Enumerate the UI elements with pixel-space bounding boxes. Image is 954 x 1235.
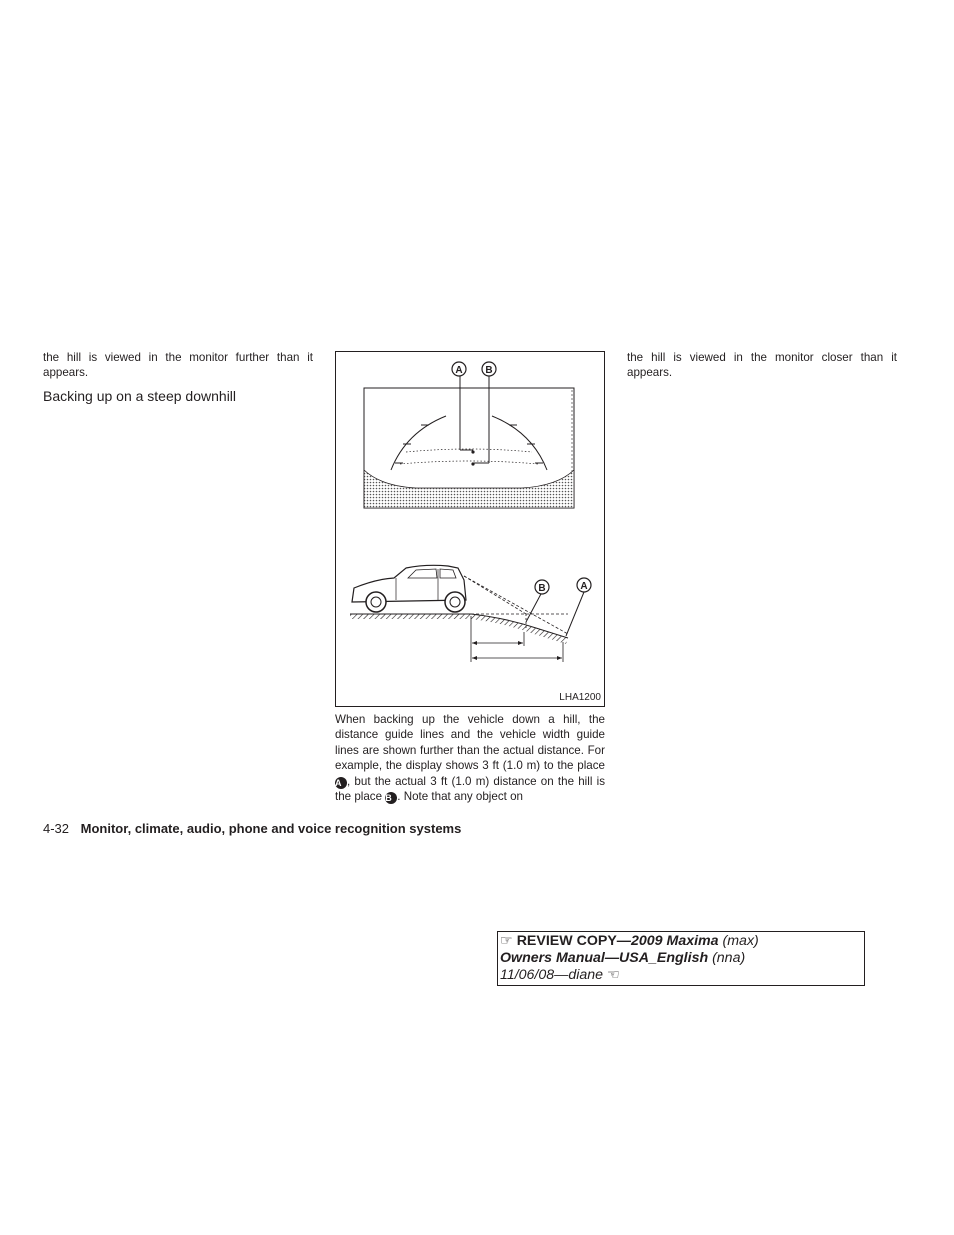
manual-name: Owners Manual—USA_English [500, 950, 709, 966]
side-label-a: A [580, 581, 588, 592]
marker-b: B [385, 792, 397, 804]
hand-left-icon: ☜ [607, 967, 620, 983]
downhill-illustration [336, 352, 604, 706]
middle-column-paragraph: When backing up the vehicle down a hill, the distance guide lines and the vehicle width guide lines are shown further than the actual distance. For example, the display shows 3 ft (1.0 m) to the place A , but the actual 3 ft (1.0 m) distance on the hill is the place B . Note that any object on [335, 713, 605, 804]
downhill-figure [335, 351, 605, 707]
figure-code: LHA1200 [559, 692, 601, 703]
section-title: Monitor, climate, audio, phone and voice recognition systems [80, 821, 462, 836]
marker-a: A [335, 777, 347, 789]
monitor-screen [364, 362, 574, 508]
review-line-1 [500, 933, 862, 950]
model-name: 2009 Maxima [631, 933, 719, 949]
left-column-paragraph: the hill is viewed in the monitor further than it appears. [43, 351, 313, 380]
page-footer [43, 820, 461, 837]
page-number: 4-32 [43, 821, 70, 836]
screen-label-a: A [455, 365, 463, 376]
section-heading: Backing up on a steep downhill [43, 388, 237, 404]
review-copy-box [497, 931, 865, 986]
screen-label-b: B [485, 365, 493, 376]
model-code: (max) [718, 933, 759, 949]
side-view [350, 565, 591, 662]
review-line-3 [500, 967, 862, 984]
review-line-2 [500, 950, 862, 967]
review-label: REVIEW COPY— [516, 933, 631, 949]
right-column-paragraph: the hill is viewed in the monitor closer than it appears. [627, 351, 897, 380]
side-label-b: B [538, 583, 546, 594]
manual-code: (nna) [708, 950, 746, 966]
review-date: 11/06/08—diane [500, 967, 604, 983]
hand-right-icon: ☞ [500, 933, 513, 949]
